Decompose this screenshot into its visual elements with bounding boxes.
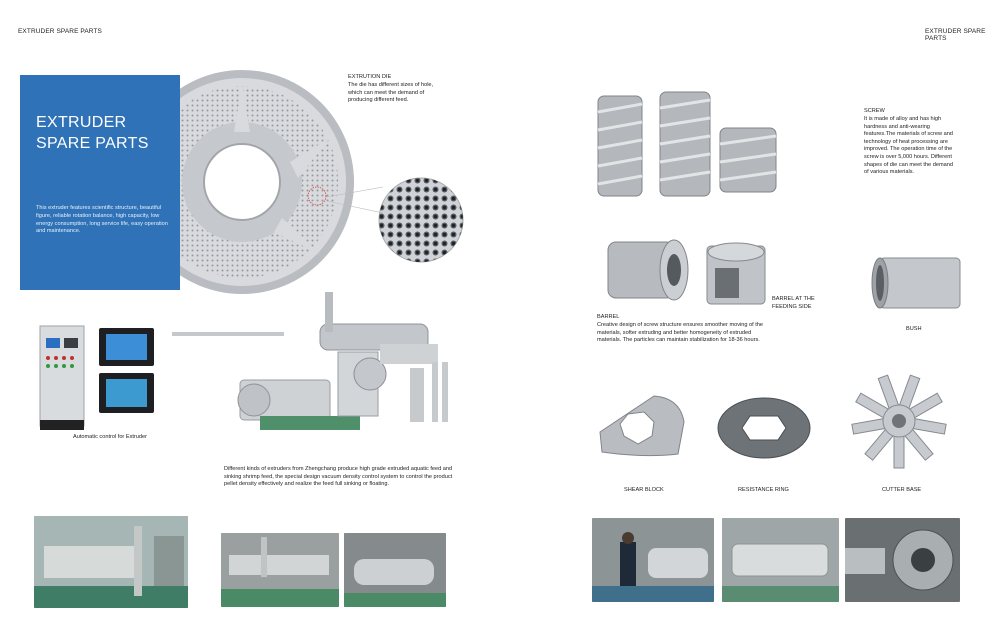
barrel-feeding-caption xyxy=(772,296,815,311)
hero-description: This extruder features scientific structure, beautiful figure, reliable rotation balance, high capacity, low energy consumption, long service life, easy operation and maintenance. xyxy=(36,205,168,235)
bush-caption: BUSH xyxy=(906,326,922,332)
hero-panel xyxy=(20,75,180,290)
barrel-image xyxy=(600,232,692,308)
die-text: The die has different sizes of hole, which can meet the demand of producing different feed. xyxy=(348,82,434,104)
die-holes-zoom-image xyxy=(377,176,465,264)
shear-block-caption: SHEAR BLOCK xyxy=(624,487,664,493)
screw-parts-image xyxy=(592,88,784,200)
resistance-ring-caption: RESISTANCE RING xyxy=(738,487,789,493)
extruder-description: Different kinds of extruders from Zhengchang produce high grade extruded aquatic feed and sinking shrimp feed, the special design vacuum density control system to control the product pellet density effectively and realize the feed full sinking or floating. xyxy=(224,466,453,488)
factory-photo-4 xyxy=(592,518,714,602)
screw-title: SCREW xyxy=(864,108,885,114)
extruder-machine-image xyxy=(170,284,460,438)
factory-photo-6 xyxy=(845,518,960,602)
extrusion-die-image xyxy=(180,68,358,298)
hero-title-line2: SPARE PARTS xyxy=(36,135,149,152)
barrel-feeding-caption-line2: FEEDING SIDE xyxy=(772,303,812,310)
bush-image xyxy=(870,254,966,312)
factory-photo-1 xyxy=(34,516,188,608)
barrel-title: BARREL xyxy=(597,314,620,320)
resistance-ring-image xyxy=(716,394,812,460)
right-page-header: EXTRUDER SPARE PARTS xyxy=(925,28,986,42)
hero-title xyxy=(36,112,176,154)
barrel-feeding-side-image xyxy=(703,238,769,308)
barrel-feeding-caption-line1: BARREL AT THE xyxy=(772,296,815,302)
control-caption: Automatic control for Extruder xyxy=(73,434,147,440)
zoom-connector-line xyxy=(325,185,385,215)
hmi-screen-bottom-image xyxy=(99,373,154,413)
cutter-base-caption: CUTTER BASE xyxy=(882,487,922,493)
cutter-base-image xyxy=(836,372,962,470)
control-cabinet-image xyxy=(38,324,88,432)
screw-text: It is made of alloy and has high hardness and anti-wearing features.The materials of screw and technology of heat processing are improved. The operation time of the screw is over 5,000 hours. Different shapes of die can meet the demand of various materials. xyxy=(864,116,953,176)
factory-photo-5 xyxy=(722,518,839,602)
shear-block-image xyxy=(594,392,690,460)
hero-title-line1: EXTRUDER xyxy=(36,114,127,131)
die-title: EXTRUTION DIE xyxy=(348,74,392,80)
hmi-screen-top-image xyxy=(99,328,154,366)
left-page-header: EXTRUDER SPARE PARTS xyxy=(18,28,102,35)
factory-photo-3 xyxy=(344,533,446,607)
factory-photo-2 xyxy=(221,533,339,607)
barrel-text: Creative design of screw structure ensures smoother moving of the materials, softer extruding and better homogeneity of extruded materials. The particles can maintain stabilization for 18-36 hours. xyxy=(597,322,764,344)
